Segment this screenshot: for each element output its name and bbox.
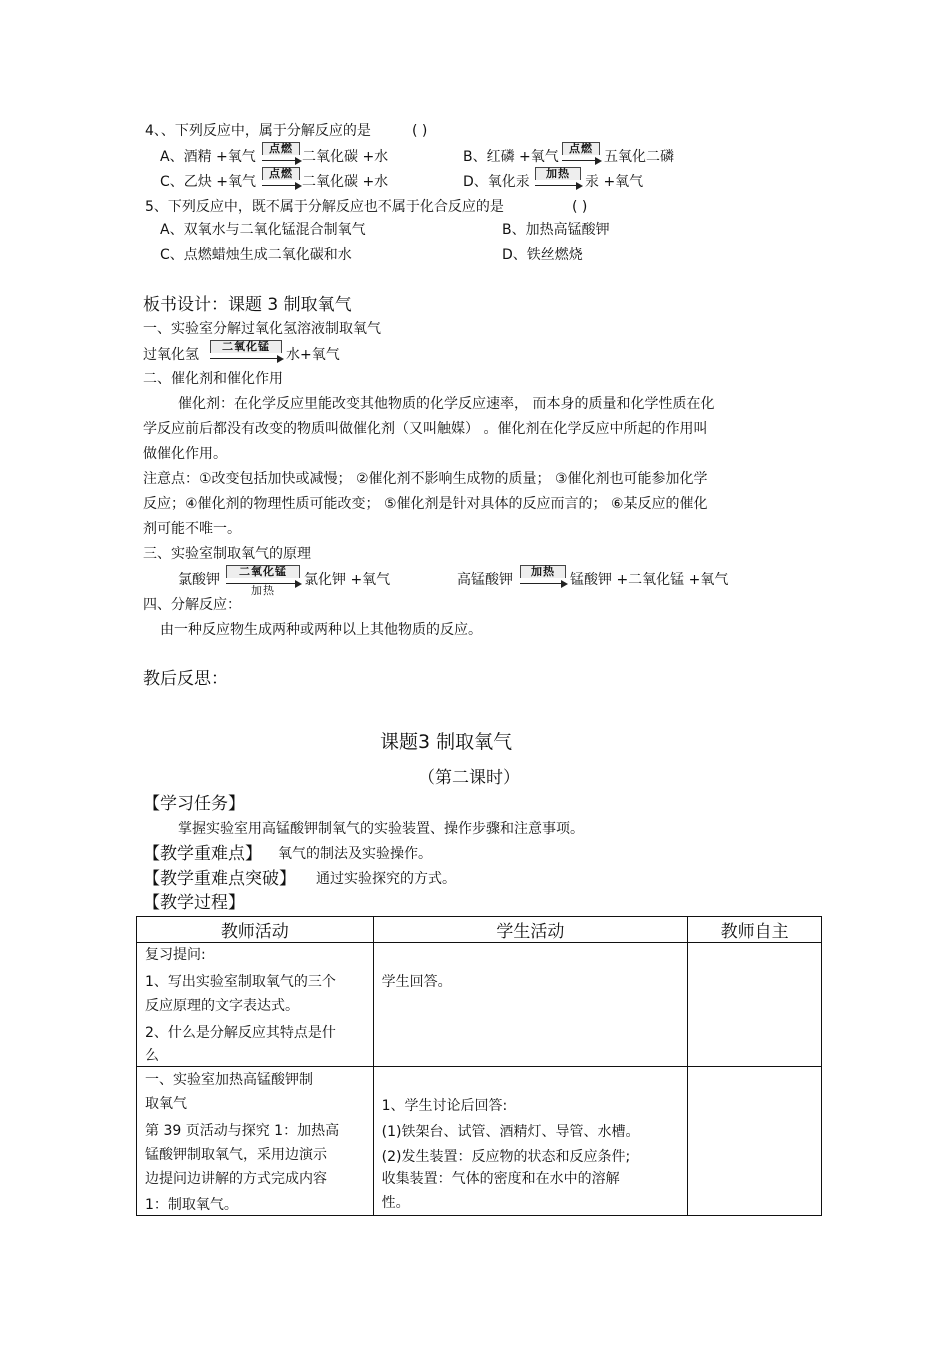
condition-label: 点燃 xyxy=(562,142,600,155)
lesson-title: 课题3 制取氧气 xyxy=(380,731,513,753)
q4-option-a-reactants: A、酒精 +氧气 xyxy=(160,149,256,165)
condition-label: 二氧化锰 xyxy=(210,340,282,353)
eq1-products: 水+氧气 xyxy=(286,347,340,363)
focus-label: 【教学重难点】 xyxy=(143,844,262,864)
section-4-heading: 四、分解反应： xyxy=(143,597,241,613)
section-3-heading: 三、实验室制取氧气的原理 xyxy=(143,546,311,562)
cell-line: 学生回答。 xyxy=(381,974,452,990)
task-label: 【学习任务】 xyxy=(143,794,245,814)
reaction-arrow xyxy=(535,167,581,186)
row1-teacher-cell xyxy=(137,943,374,1067)
section-1-heading: 一、实验室分解过氧化氢溶液制取氧气 xyxy=(143,321,381,337)
table-row xyxy=(137,943,822,1067)
condition-label-bottom: 加热 xyxy=(251,584,275,597)
q4-option-d-products: 汞 +氧气 xyxy=(585,174,644,190)
eq1-reactant: 过氧化氢 xyxy=(143,347,199,363)
q5-option-a: A、双氧水与二氧化锰混合制氧气 xyxy=(160,222,366,238)
reaction-arrow xyxy=(520,565,566,584)
eq2-reactant: 氯酸钾 xyxy=(178,572,220,588)
condition-label: 二氧化锰 xyxy=(226,565,300,578)
table-row xyxy=(137,1067,822,1216)
reflection-label: 教后反思： xyxy=(143,669,228,689)
eq3-products: 锰酸钾 +二氧化锰 +氧气 xyxy=(570,572,729,588)
condition-label: 点燃 xyxy=(262,167,300,180)
cell-heading-line: 取氧气 xyxy=(145,1096,187,1112)
row2-teacher-cell xyxy=(137,1067,374,1216)
q4-answer-paren: ( ) xyxy=(412,123,428,139)
breakthrough-label: 【教学重难点突破】 xyxy=(143,869,296,889)
table-header-row xyxy=(137,917,822,943)
reaction-arrow xyxy=(562,142,600,161)
q5-option-d: D、铁丝燃烧 xyxy=(502,247,583,263)
cell-line: 1、学生讨论后回答: xyxy=(381,1098,508,1114)
q4-option-b-reactants: B、红磷 +氧气 xyxy=(463,149,559,165)
cell-line: (2)发生装置：反应物的状态和反应条件; xyxy=(381,1149,631,1165)
cell-line: 复习提问: xyxy=(145,947,206,963)
cell-line: 1、写出实验室制取氧气的三个 xyxy=(145,974,336,990)
q4-option-c-products: 二氧化碳 +水 xyxy=(302,174,389,190)
q4-option-c-reactants: C、乙炔 +氧气 xyxy=(160,174,256,190)
q4-stem: 4、、下列反应中，属于分解反应的是 xyxy=(145,123,371,139)
cell-line: 1：制取氧气。 xyxy=(145,1197,238,1213)
reaction-arrow xyxy=(262,142,300,161)
cell-line: 反应原理的文字表达式。 xyxy=(145,998,299,1014)
cell-line: (1)铁架台、试管、酒精灯、导管、水槽。 xyxy=(381,1124,640,1140)
q4-option-d-reactants: D、氧化汞 xyxy=(463,174,530,190)
lesson-subtitle: （第二课时） xyxy=(418,768,520,788)
process-label: 【教学过程】 xyxy=(143,893,245,913)
row1-notes-cell xyxy=(688,943,822,1067)
row1-student-cell xyxy=(373,943,688,1067)
section-2-heading: 二、催化剂和催化作用 xyxy=(143,371,283,387)
header-student-activity: 学生活动 xyxy=(373,917,688,943)
cell-heading-line: 一、实验室加热高锰酸钾制 xyxy=(145,1072,313,1088)
notes-line1: 注意点：①改变包括加快或减慢； ②催化剂不影响生成物的质量； ③催化剂也可能参加化学 xyxy=(143,471,708,487)
q5-option-b: B、加热高锰酸钾 xyxy=(502,222,610,238)
cell-line: 2、什么是分解反应其特点是什 xyxy=(145,1025,336,1041)
cell-line: 性。 xyxy=(381,1195,410,1211)
catalyst-definition-line2: 学反应前后都没有改变的物质叫做催化剂（又叫触媒） 。催化剂在化学反应中所起的作用叫 xyxy=(143,421,708,437)
q5-stem: 5、下列反应中，既不属于分解反应也不属于化合反应的是 xyxy=(145,199,504,215)
catalyst-definition-line1: 催化剂：在化学反应里能改变其他物质的化学反应速率， 而本身的质量和化学性质在化 xyxy=(178,396,715,412)
condition-label: 加热 xyxy=(520,565,566,578)
task-text: 掌握实验室用高锰酸钾制氧气的实验装置、操作步骤和注意事项。 xyxy=(178,821,584,837)
teaching-process-table xyxy=(136,916,822,1216)
catalyst-definition-line3: 做催化作用。 xyxy=(143,446,227,462)
breakthrough-text: 通过实验探究的方式。 xyxy=(316,871,456,887)
row2-student-cell xyxy=(373,1067,688,1216)
q5-answer-paren: ( ) xyxy=(572,199,588,215)
cell-line: 锰酸钾制取氧气，采用边演示 xyxy=(145,1147,327,1163)
reaction-arrow xyxy=(262,167,300,186)
decomposition-definition: 由一种反应物生成两种或两种以上其他物质的反应。 xyxy=(160,622,482,638)
condition-label: 加热 xyxy=(535,167,581,180)
board-design-title: 板书设计：课题 3 制取氧气 xyxy=(143,295,352,315)
row2-notes-cell xyxy=(688,1067,822,1216)
cell-line: 边提问边讲解的方式完成内容 xyxy=(145,1171,327,1187)
cell-line: 么 xyxy=(145,1048,159,1064)
header-teacher-notes: 教师自主 xyxy=(688,917,822,943)
header-teacher-activity: 教师活动 xyxy=(137,917,374,943)
cell-line: 第 39 页活动与探究 1：加热高 xyxy=(145,1123,340,1139)
reaction-arrow xyxy=(226,565,300,597)
q4-option-b-products: 五氧化二磷 xyxy=(604,149,674,165)
notes-line3: 剂可能不唯一。 xyxy=(143,521,241,537)
reaction-arrow xyxy=(210,340,282,359)
eq2-products: 氯化钾 +氧气 xyxy=(304,572,391,588)
q4-option-a-products: 二氧化碳 +水 xyxy=(302,149,389,165)
cell-line: 收集装置：气体的密度和在水中的溶解 xyxy=(381,1171,620,1187)
focus-text: 氧气的制法及实验操作。 xyxy=(278,846,432,862)
eq3-reactant: 高锰酸钾 xyxy=(457,572,513,588)
condition-label: 点燃 xyxy=(262,142,300,155)
notes-line2: 反应；④催化剂的物理性质可能改变； ⑤催化剂是针对具体的反应而言的； ⑥某反应的催化 xyxy=(143,496,708,512)
q5-option-c: C、点燃蜡烛生成二氧化碳和水 xyxy=(160,247,352,263)
